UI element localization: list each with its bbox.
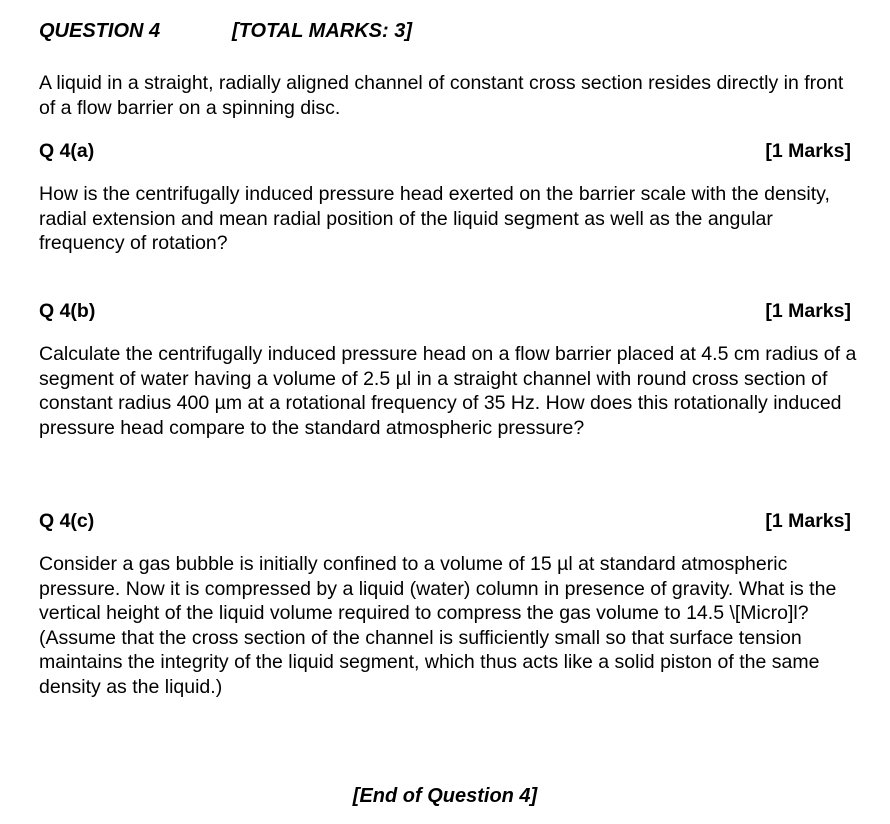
part-a-header	[39, 140, 851, 163]
total-marks: [TOTAL MARKS: 3]	[232, 20, 412, 42]
part-c-marks: [1 Marks]	[765, 510, 851, 532]
part-b-text: Calculate the centrifugally induced pressure head on a flow barrier placed at 4.5 cm radius of a segment of water having a volume of 2.5 µl in a straight channel with round cross section of constant radius 400 µm at a rotational frequency of 35 Hz. How does this rotationally induced pressure head compare to the standard atmospheric pressure?	[39, 343, 857, 439]
part-c-header	[39, 510, 851, 533]
part-b-marks: [1 Marks]	[765, 300, 851, 322]
part-b-header	[39, 300, 851, 323]
end-of-question: [End of Question 4]	[352, 785, 538, 807]
part-c-label: Q 4(c)	[39, 510, 95, 532]
question-header	[39, 20, 412, 43]
part-a-text: How is the centrifugally induced pressure head exerted on the barrier scale with the density, radial extension and mean radial position of the liquid segment as well as the angular frequency of rotation?	[39, 183, 830, 254]
part-b-label: Q 4(b)	[39, 300, 96, 322]
part-c-text: Consider a gas bubble is initially confined to a volume of 15 µl at standard atmospheric pressure. Now it is compressed by a liquid (water) column in presence of gravity. What is the vertical height of the liquid volume required to compress the gas volume to 14.5 \[Micro]l? (Assume that the cross section of the channel is sufficiently small so that surface tension maintains the integrity of the liquid segment, which thus acts like a solid piston of the same density as the liquid.)	[39, 553, 837, 698]
question-intro: A liquid in a straight, radially aligned channel of constant cross section resides directly in front of a flow barrier on a spinning disc.	[39, 72, 844, 119]
part-a-label: Q 4(a)	[39, 140, 95, 162]
part-a-marks: [1 Marks]	[765, 140, 851, 162]
question-title: QUESTION 4	[39, 20, 161, 42]
